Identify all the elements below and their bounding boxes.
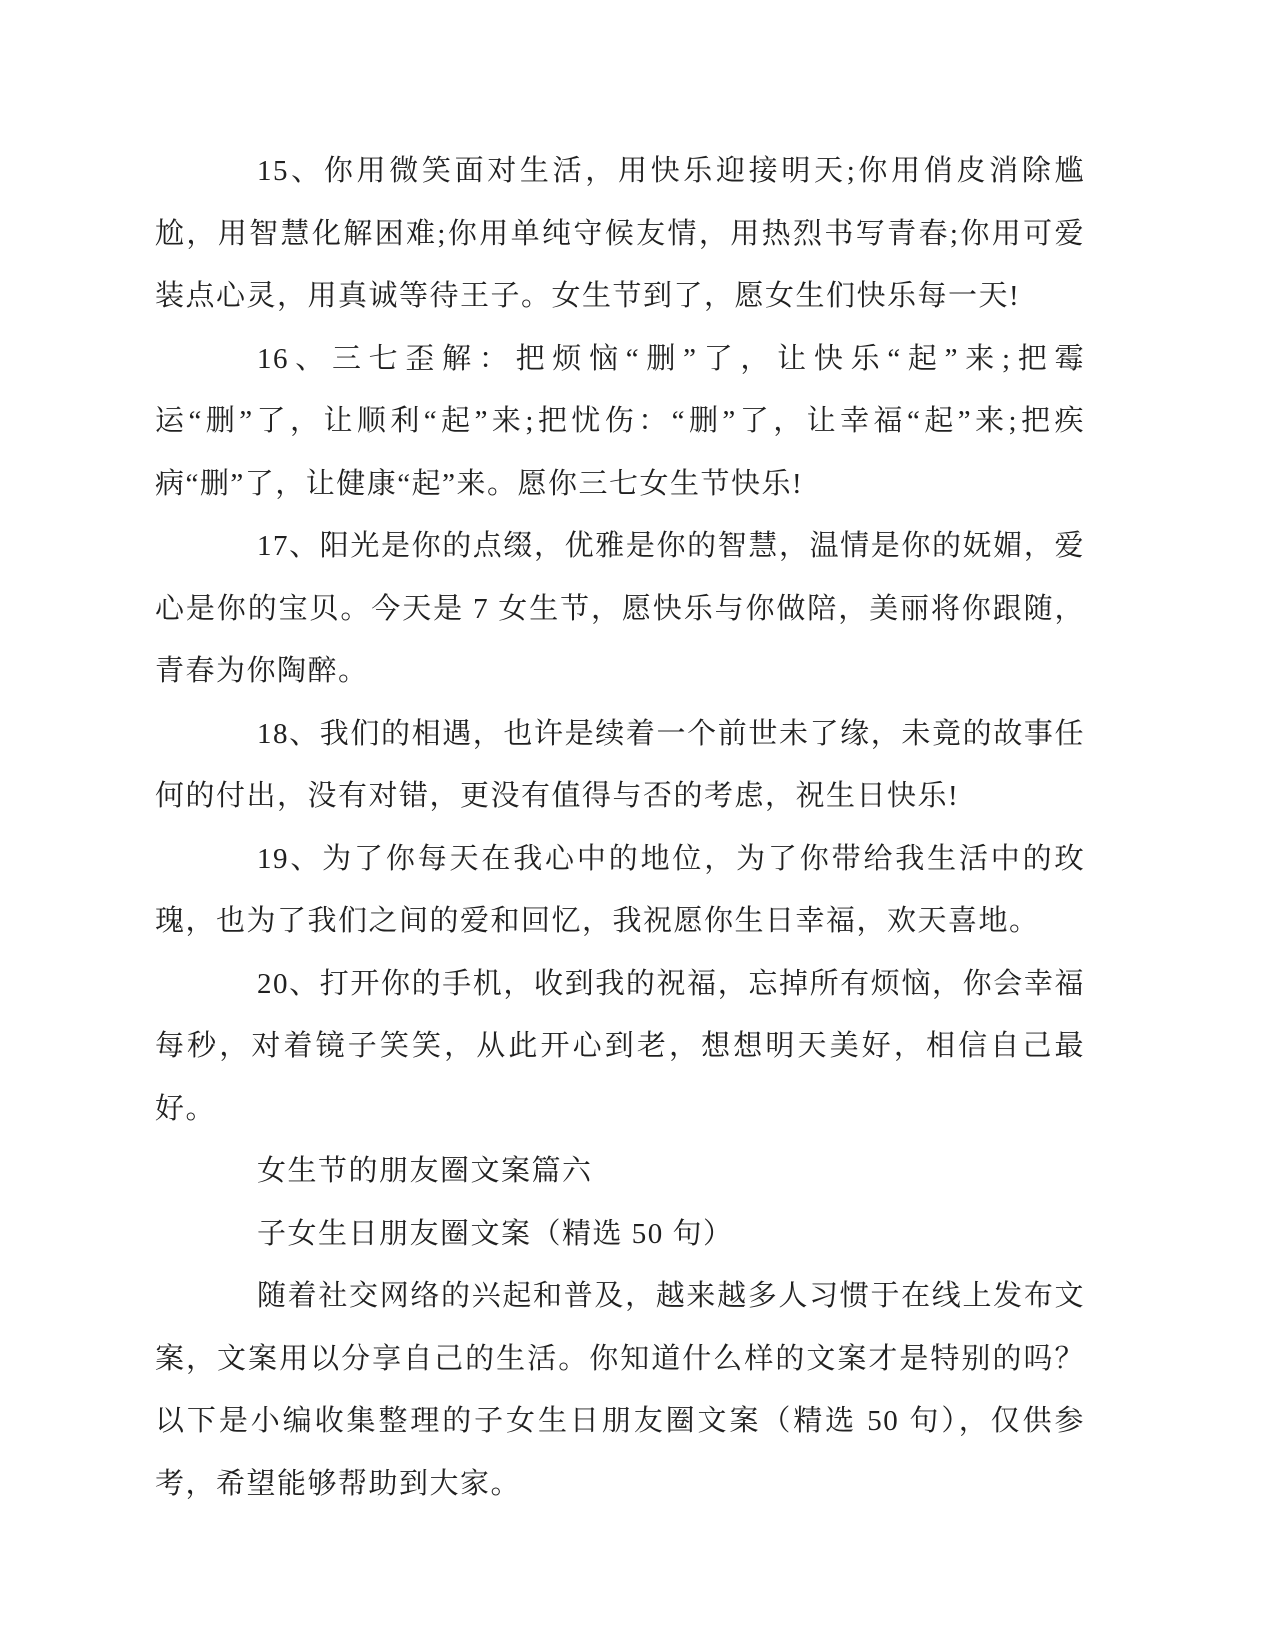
paragraph-item-16: 16、三七歪解：把烦恼“删”了，让快乐“起”来;把霉运“删”了，让顺利“起”来;把忧伤：“删”了，让幸福“起”来;把疾病“删”了，让健康“起”来。愿你三七女生节快乐!: [155, 342, 1085, 500]
paragraph-item-15: 15、你用微笑面对生活，用快乐迎接明天;你用俏皮消除尴尬，用智慧化解困难;你用单纯守候友情，用热烈书写青春;你用可爱装点心灵，用真诚等待王子。女生节到了，愿女生们快乐每一天!: [155, 155, 1085, 312]
document-text-block: [155, 140, 1085, 1515]
sub-heading: 子女生日朋友圈文案（精选 50 句）: [257, 1217, 734, 1250]
paragraph-item-19: 19、为了你每天在我心中的地位，为了你带给我生活中的玫瑰，也为了我们之间的爱和回忆，我祝愿你生日幸福，欢天喜地。: [155, 842, 1085, 937]
paragraph-item-20: 20、打开你的手机，收到我的祝福，忘掉所有烦恼，你会幸福每秒，对着镜子笑笑，从此开心到老，想想明天美好，相信自己最好。: [155, 967, 1085, 1125]
paragraph-item-17: 17、阳光是你的点缀，优雅是你的智慧，温情是你的妩媚，爱心是你的宝贝。今天是 7 女生节，愿快乐与你做陪，美丽将你跟随，青春为你陶醉。: [155, 530, 1085, 687]
intro-paragraph: 随着社交网络的兴起和普及，越来越多人习惯于在线上发布文案，文案用以分享自己的生活。你知道什么样的文案才是特别的吗？以下是小编收集整理的子女生日朋友圈文案（精选 50 句），仅供参考，希望能够帮助到大家。: [155, 1280, 1085, 1500]
section-heading: 女生节的朋友圈文案篇六: [257, 1155, 593, 1187]
paragraph-item-18: 18、我们的相遇，也许是续着一个前世未了缘，未竟的故事任何的付出，没有对错，更没有值得与否的考虑，祝生日快乐!: [155, 717, 1085, 812]
